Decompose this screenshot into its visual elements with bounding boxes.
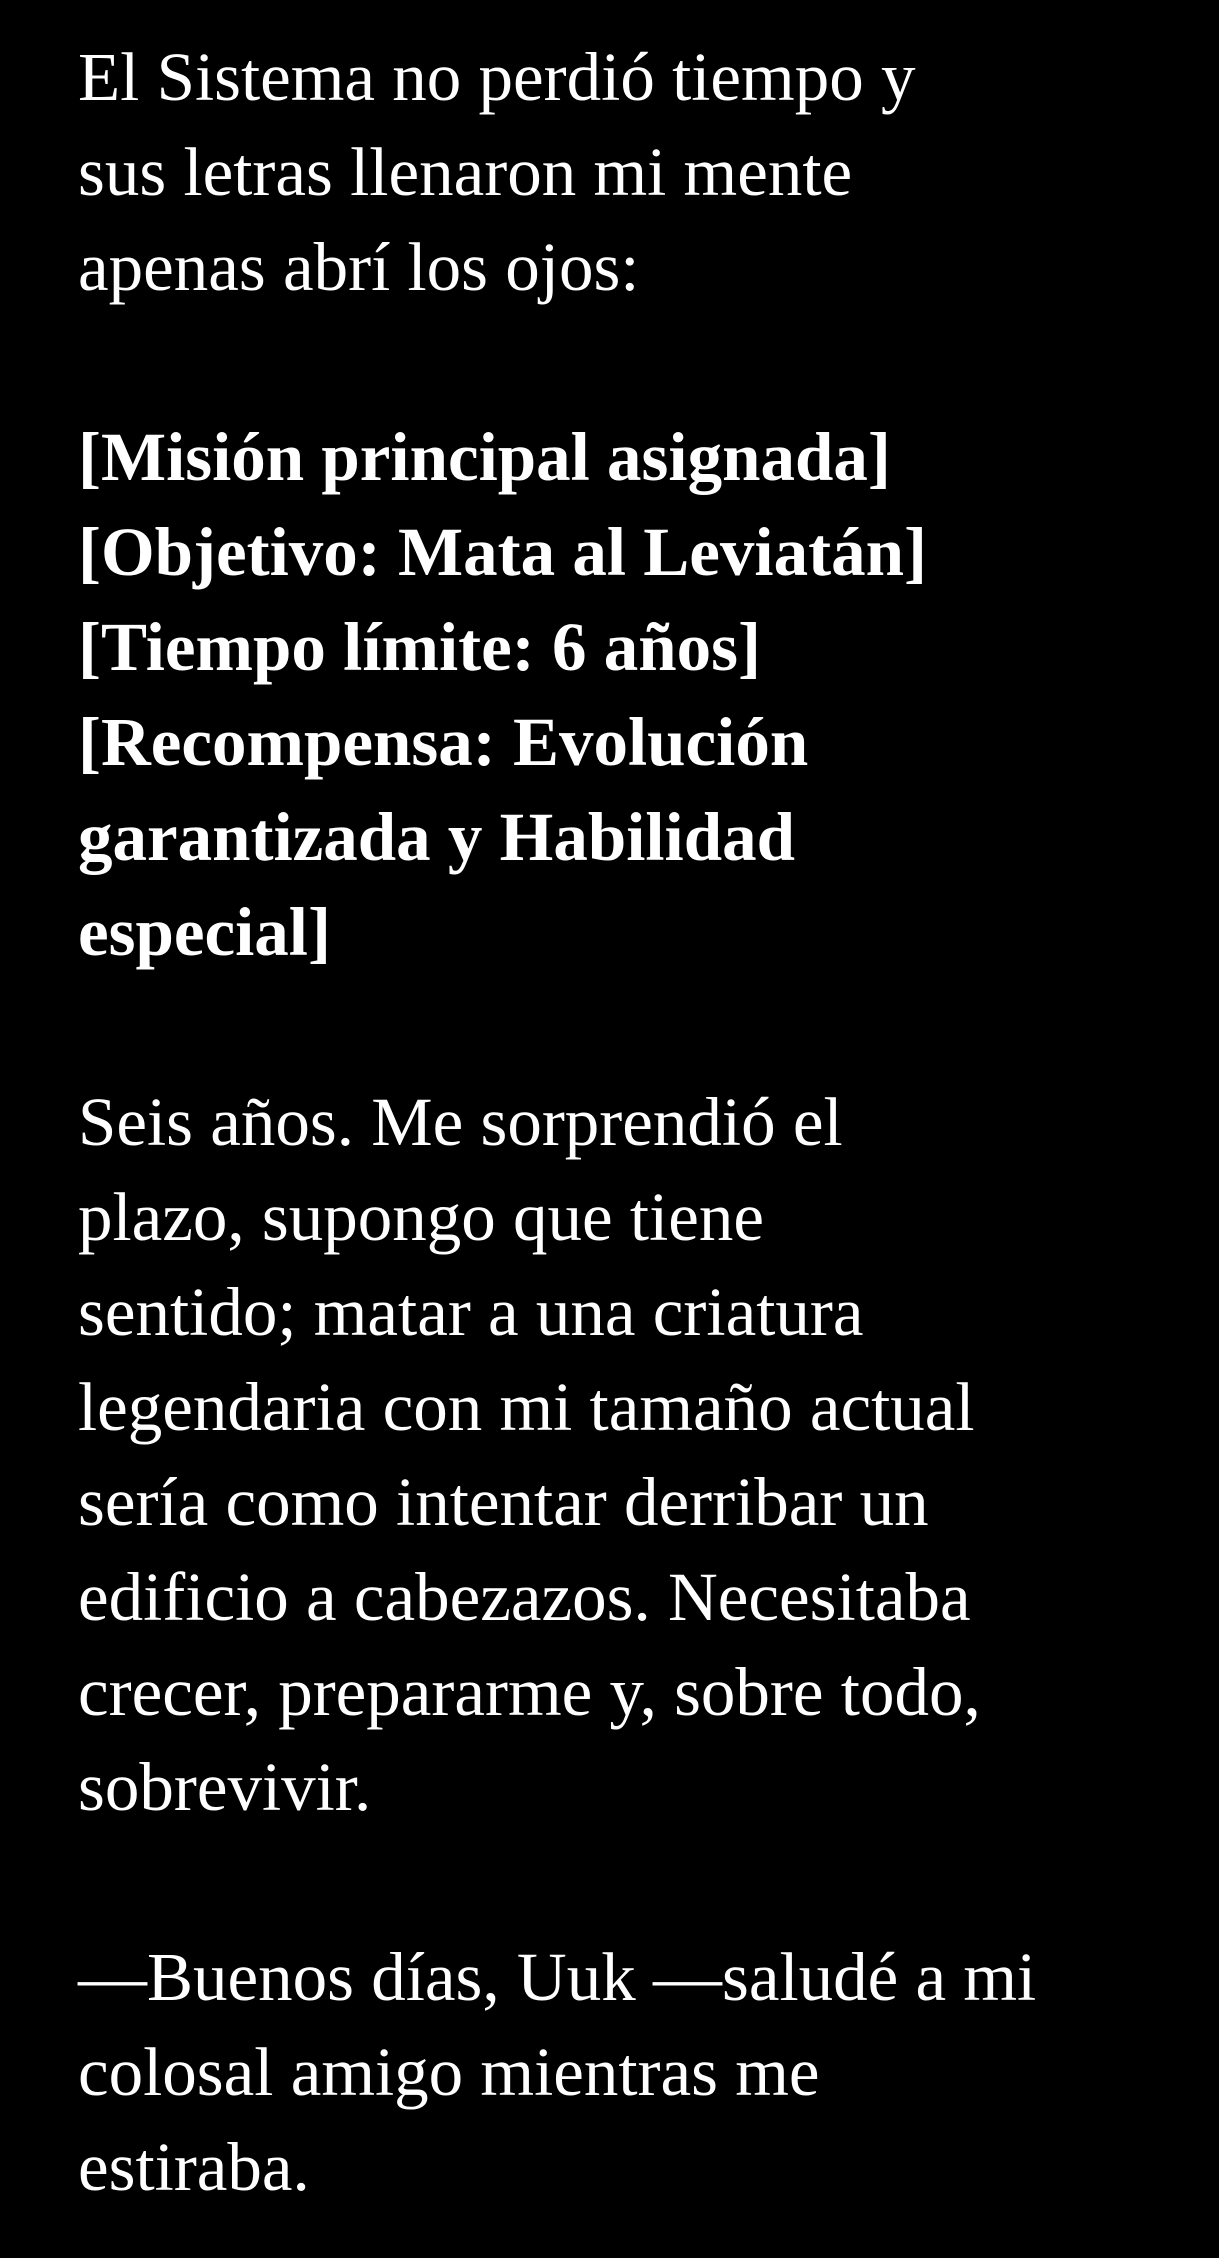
- system-line: [Objetivo: Mata al Leviatán]: [78, 514, 927, 590]
- text-line: sentido; matar a una criatura: [78, 1274, 864, 1350]
- paragraph-intro: [78, 30, 1178, 315]
- text-line: —Buenos días, Uuk —saludé a mi: [78, 1939, 1037, 2015]
- text-line: crecer, prepararme y, sobre todo,: [78, 1654, 981, 1730]
- system-line: garantizada y Habilidad: [78, 799, 795, 875]
- text-line: apenas abrí los ojos:: [78, 229, 640, 305]
- system-line: [Misión principal asignada]: [78, 419, 891, 495]
- text-line: plazo, supongo que tiene: [78, 1179, 764, 1255]
- text-line: colosal amigo mientras me: [78, 2034, 820, 2110]
- paragraph-reflection: [78, 1075, 1178, 1835]
- text-line: Seis años. Me sorprendió el: [78, 1084, 843, 1160]
- text-line: edificio a cabezazos. Necesitaba: [78, 1559, 971, 1635]
- system-message-block: [78, 410, 1178, 980]
- text-line: sería como intentar derribar un: [78, 1464, 929, 1540]
- text-line: legendaria con mi tamaño actual: [78, 1369, 975, 1445]
- text-line: estiraba.: [78, 2129, 310, 2205]
- system-line: especial]: [78, 894, 331, 970]
- system-line: [Tiempo límite: 6 años]: [78, 609, 761, 685]
- paragraph-greeting: [78, 1930, 1178, 2215]
- text-line: El Sistema no perdió tiempo y: [78, 39, 916, 115]
- reader-text-area: [78, 30, 1178, 2215]
- text-line: sus letras llenaron mi mente: [78, 134, 853, 210]
- text-line: sobrevivir.: [78, 1749, 372, 1825]
- system-line: [Recompensa: Evolución: [78, 704, 809, 780]
